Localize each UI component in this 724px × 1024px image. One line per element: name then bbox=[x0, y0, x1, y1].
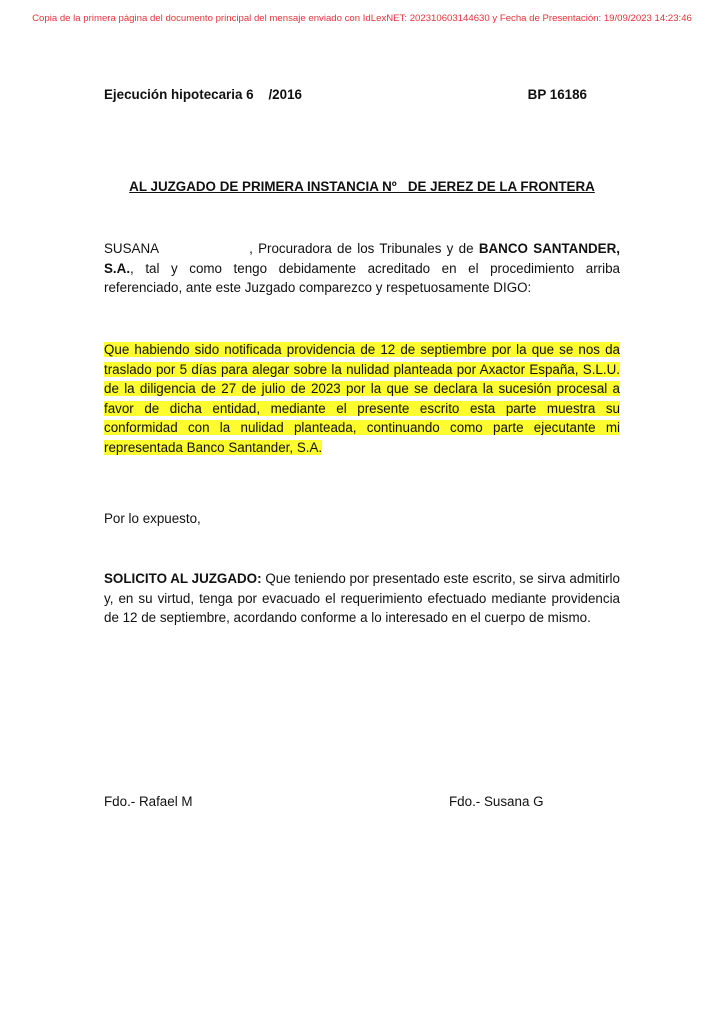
intro-text-2: , tal y como tengo debidamente acreditado en el procedimiento arriba referenciado, ante este Juzgado comparezco y respetuosamente DIGO: bbox=[104, 260, 620, 295]
reference-code: BP 16186 bbox=[527, 87, 587, 102]
submission-stamp: Copia de la primera página del documento principal del mensaje enviado con IdLexNET: 202310603144630 y Fecha de Presentación: 19/09/2023 14:23:46 bbox=[32, 13, 692, 24]
signature-left: Fdo.- Rafael M bbox=[104, 794, 193, 809]
signature-right: Fdo.- Susana G bbox=[449, 794, 544, 809]
highlighted-text: Que habiendo sido notificada providencia de 12 de septiembre por la que se nos da traslado por 5 días para alegar sobre la nulidad planteada por Axactor España, S.L.U. de la diligencia de 27 de julio de 2023 por la que se declara la sucesión procesal a favor de dicha entidad, mediante el presente escrito esta parte muestra su conformidad con la nulidad planteada, continuando como parte ejecutante mi representada Banco Santander, S.A. bbox=[104, 342, 620, 455]
solicito-paragraph bbox=[104, 569, 620, 628]
solicito-label: SOLICITO AL JUZGADO: bbox=[104, 571, 262, 586]
court-heading: AL JUZGADO DE PRIMERA INSTANCIA Nº DE JEREZ DE LA FRONTERA bbox=[129, 179, 595, 194]
solicito-text: Que teniendo por presentado este escrito, se sirva admitirlo y, en su virtud, tenga por evacuado el requerimiento efectuado mediante providencia de 12 de septiembre, acordando conforme a lo interesado en el cuerpo de mismo. bbox=[104, 571, 620, 625]
intro-paragraph bbox=[104, 239, 620, 298]
highlighted-paragraph bbox=[104, 340, 620, 457]
case-number: Ejecución hipotecaria 6 /2016 bbox=[104, 87, 302, 102]
intro-text-1: , Procuradora de los Tribunales y de bbox=[249, 241, 479, 256]
client-name: BANCO SANTANDER, S.A. bbox=[104, 241, 620, 276]
expuesto-paragraph: Por lo expuesto, bbox=[104, 511, 201, 526]
attorney-name: SUSANA bbox=[104, 241, 160, 256]
